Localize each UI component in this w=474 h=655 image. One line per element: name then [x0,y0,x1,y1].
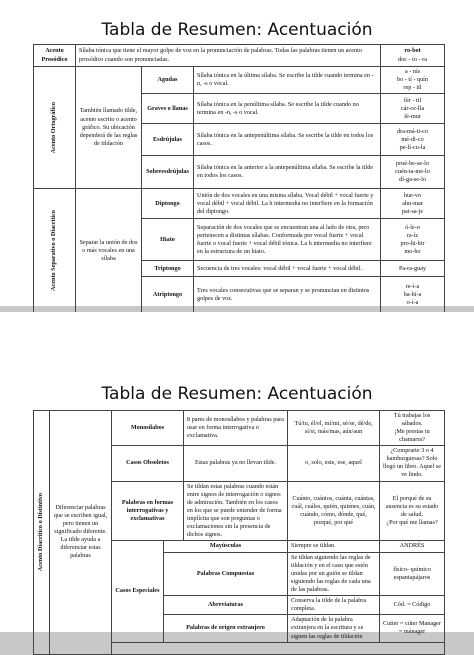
prosodico-desc: Sílaba tónica que tiene el mayor golpe de voz en la pronunciación de palabras. Todas las palabras tienen un acento prosódico cuando son pronunciadas. [76,45,381,67]
prosodico-label: Acento Prosódico [34,45,76,67]
type-name: Casos Especiales [112,540,164,642]
type-examples: a - nís bo - tí - quín rep - til [381,67,445,94]
type-name: Diptongo [142,189,194,219]
row-prosodico [34,45,445,67]
type-examples: dra-má-ti-co mé-di-co pe-lí-cu-la [381,124,445,156]
type-desc: Estas palabras ya no llevan tilde. [184,446,288,481]
type-name: Agudas [142,67,194,94]
type-name: Atriptongo [142,277,194,313]
ortografico-label: Acento Ortográfico [34,67,76,189]
subtype-example: Cutter = cúter Manager = mánager [380,615,445,642]
ortografico-desc: También llamado tilde, acento escrito o acento gráfico. Su ubicación dependerá de las reglas de tildación [76,67,142,189]
subtype-name: Mayúsculas [164,540,288,552]
diacritico-label: Acento Diacrítico o Distintivo [34,411,50,655]
type-desc: Sílaba tónica en la penúltima sílaba. Se escribe la tilde cuando no termina en -n, -s o vocal. [194,94,381,124]
type-name: Triptongo [142,261,194,277]
separativo-label: Acento Separativo o Diacrítico [34,189,76,313]
type-desc: Sílaba tónica en la antepenúltima sílaba. Se escribe la tilde en todos los casos. [194,124,381,156]
type-examples: ó-le-o ra-íz pro-hi-bir mo-ho [381,219,445,261]
type-name: Graves o llanas [142,94,194,124]
type-examples: Tú trabajas los sábados. ¡Me prestas tu chamarra? [380,411,445,446]
type-examples: El porqué de su ausencia es su estado de salud. ¿Por qué me llamas? [380,481,445,540]
type-words: Tú/tu, él/el, mí/mi, sé/se, dé/de, sí/si, más/mas, aún/aun [288,411,380,446]
type-examples: hue-vo ahu-mar pai-sa-je [381,189,445,219]
subtype-name: Palabras de origen extranjero [164,615,288,642]
type-name: Palabras en formas interrogativas y exclamativas [112,481,184,540]
subtype-desc: Se tildan siguiendo las reglas de tildación y en el caso que estén unidas por un guión se tildan siguiendo las reglas de cada una de las palabras. [288,552,380,595]
type-desc: Se tildan estas palabras cuando están entre signos de interrogación o signos de admiración. También en los casos en los que se puede entender de forma implícita que son preguntas o exclamaciones sin la presencia de dichos signos. [184,481,288,540]
subtype-desc: Conserva la tilde de la palabra completa. [288,596,380,615]
diacritico-desc: Diferenciar palabras que se escriben igual, pero tienen un significado diferente. La tilde ayuda a diferenciar estas palabras [50,411,112,655]
empty-cell [112,642,445,654]
type-examples: prué-be-se-lo cuén-ta-me-lo dí-ga-se-lo [381,156,445,189]
subtype-example: ANDRÉS [380,540,445,552]
separativo-desc: Separar la unión de dos o más vocales en una sílaba [76,189,142,313]
subtype-example: Cód. = Código [380,596,445,615]
type-desc: Separación de dos vocales que se encuentran una al lado de otra, pero pertenecen a distintas sílabas. Conformada por vocal fuerte + vocal fuerte o vocal fuerte + vocal débil tónica. La h intermedia no interfiere en la estructura de un hiato. [194,219,381,261]
type-examples: Pa-ra-guay [381,261,445,277]
subtype-example: físico- químico espantapájaros [380,552,445,595]
prosodico-examples [381,45,445,67]
page-title: Tabla de Resumen: Acentuación [101,20,373,40]
type-words: Cuánto, cuántos, cuánta, cuántas, cuál, cuáles, quién, quiénes, cuán, cuándo, cómo, dónde, qué, porqué, por qué [288,481,380,540]
type-name: Sobreesdrújulas [142,156,194,189]
type-desc: Sílaba tónica en la anterior a la antepenúltima sílaba. Se escribe la tilde en todos los casos. [194,156,381,189]
summary-table-1 [33,44,445,313]
subtype-name: Abreviaturas [164,596,288,615]
type-name: Hiato [142,219,194,261]
page-title: Tabla de Resumen: Acentuación [101,384,373,404]
type-examples: fér - til cár-ce-lla fé-mur [381,94,445,124]
row-agudas [34,67,445,94]
page-2 [0,312,474,640]
summary-table-2 [33,410,445,655]
type-desc: Secuencia de tres vocales: vocal débil + vocal fuerte + vocal débil. [194,261,381,277]
type-words: o, solo, este, ese, aquel [288,446,380,481]
type-name: Esdrújulas [142,124,194,156]
type-desc: Tres vocales consecutivas que se separan y se pronuncian en distintos golpes de voz. [194,277,381,313]
subtype-desc: Siempre se tildan. [288,540,380,552]
type-desc: 8 pares de monosílabos y palabras para usar en forma interrogativa o exclamativa. [184,411,288,446]
subtype-desc: Adaptación de la palabra extranjera en la escritura y se siguen las reglas de tildación [288,615,380,642]
row-diptongo [34,189,445,219]
type-examples: re-í-a ba-hí-a o-í-a [381,277,445,313]
type-examples: ¿Comprarte 3 o 4 hamburguesas? Solo llegó un libro. Aquel se ve lindo. [380,446,445,481]
row-monosilabos [34,411,445,446]
subtype-name: Palabras Compuestas [164,552,288,595]
example-word: doc - to - ra [398,55,427,63]
example-word: ro-bot [404,47,421,55]
type-name: Casos Obsoletos [112,446,184,481]
type-name: Monosílabos [112,411,184,446]
type-desc: Unión de dos vocales en una misma sílaba. Vocal débil + vocal fuerte y vocal débil + vocal débil. La h intermedia no interfiere en la formación del diptongo. [194,189,381,219]
page-1 [0,0,474,306]
type-desc: Sílaba tónica en la última sílaba. Se escribe la tilde cuando termina en -n, -s o vocal. [194,67,381,94]
